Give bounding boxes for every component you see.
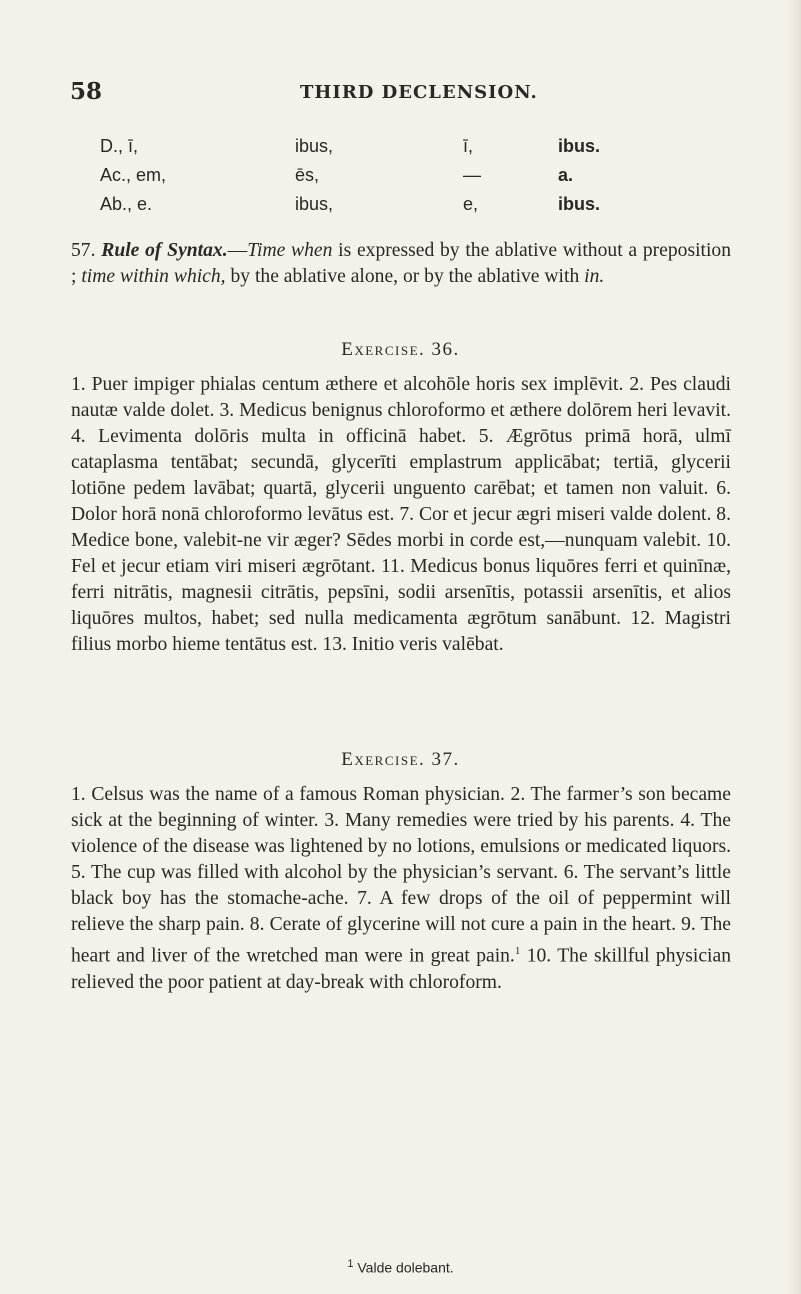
declension-row — [0, 136, 801, 165]
footnote-number: 1 — [347, 1258, 354, 1270]
syntax-rule — [71, 238, 731, 290]
plural-ending: ibus. — [558, 136, 601, 156]
rule-text: is expressed by the ablative without a preposition ; — [71, 240, 731, 287]
rule-number: 57. — [71, 240, 96, 261]
exercise-37-sentences-end: 10. The skillful physician relieved the poor patient at day-break with chloroform. — [71, 945, 731, 993]
page-header — [0, 78, 801, 108]
singular-ending: ibus, — [295, 194, 334, 214]
exercise-36-text: 1. Puer impiger phialas centum æthere et alcohōle horis sex implēvit. 2. Pes claudi nautæ valde dolet. 3. Medicus benignus chloroformo et æthere dolōrem heri levavit. 4. Levimenta dolōris multa in officinā habet. 5. Ægrōtus primā horā, ulmī cataplasma tentābat; secundā, glycerīti emplastrum applicābat; tertiā, glycerii lotiōne pedem lavābat; quartā, glycerii unguento carēbat; et tamen non valuit. 6. Dolor horā nonā chloroformo levātus est. 7. Cor et jecur ægri miseri valde dolent. 8. Medice bone, valebit-ne vir æger? Sēdes morbi in corde est,—nunquam valebit. 10. Fel et jecur etiam viri miseri ægrōtant. 11. Medicus bonus liquōres ferri et quinīnæ, ferri nitrātis, magnesii citrātis, pepsīni, sodii arsenītis, potassii arsenītis, et alios liquōres multos, habet; sed nulla medicamenta ægrōtum sanābunt. 12. Magistri filius morbo hieme tentātus est. 13. Initio veris valēbat. — [71, 374, 731, 655]
exercise-36-heading: Exercise. 36. — [341, 339, 460, 360]
case-label: Ac., em, — [100, 165, 167, 185]
exercise-37-text — [71, 782, 731, 996]
case-label: Ab., e. — [100, 194, 153, 214]
plural-ending: a. — [558, 165, 574, 185]
plural-label: ī, — [463, 136, 474, 156]
footnote-text: Valde dolebant. — [357, 1259, 454, 1276]
plural-ending: ibus. — [558, 194, 601, 214]
running-head: THIRD DECLENSION. — [300, 82, 538, 103]
rule-text: by the ablative alone, or by the ablative with — [225, 266, 585, 287]
page-number: 58 — [70, 78, 103, 105]
singular-ending: ēs, — [295, 165, 320, 185]
rule-emphasis: time within which, — [81, 266, 226, 287]
plural-label: e, — [463, 194, 479, 214]
footnote-marker: 1 — [514, 945, 521, 957]
page-edge-shadow — [787, 0, 801, 1294]
rule-emphasis: Time when — [247, 240, 333, 261]
case-label: D., ī, — [100, 136, 139, 156]
declension-row — [0, 165, 801, 194]
rule-text: — — [227, 240, 248, 261]
plural-label: — — [463, 165, 481, 185]
exercise-37-heading: Exercise. 37. — [341, 749, 460, 770]
exercise-37-sentences: 1. Celsus was the name of a famous Roman physician. 2. The farmer’s son became sick at the beginning of winter. 3. Many remedies were tried by his parents. 4. The violence of the disease was lightened by no lotions, emulsions or medicated liquors. 5. The cup was filled with alcohol by the physician’s servant. 6. The servant’s little black boy has the stomache-ache. 7. A few drops of the oil of peppermint will relieve the sharp pain. 8. Cerate of glycerine will not cure a pain in the heart. 9. The heart and liver of the wretched man were in great pain. — [71, 784, 731, 967]
singular-ending: ibus, — [295, 136, 334, 156]
rule-emphasis: in. — [584, 266, 605, 287]
declension-row — [0, 194, 801, 223]
declension-table — [0, 136, 801, 223]
footnote — [0, 1258, 801, 1276]
rule-label: Rule of Syntax. — [101, 240, 228, 261]
